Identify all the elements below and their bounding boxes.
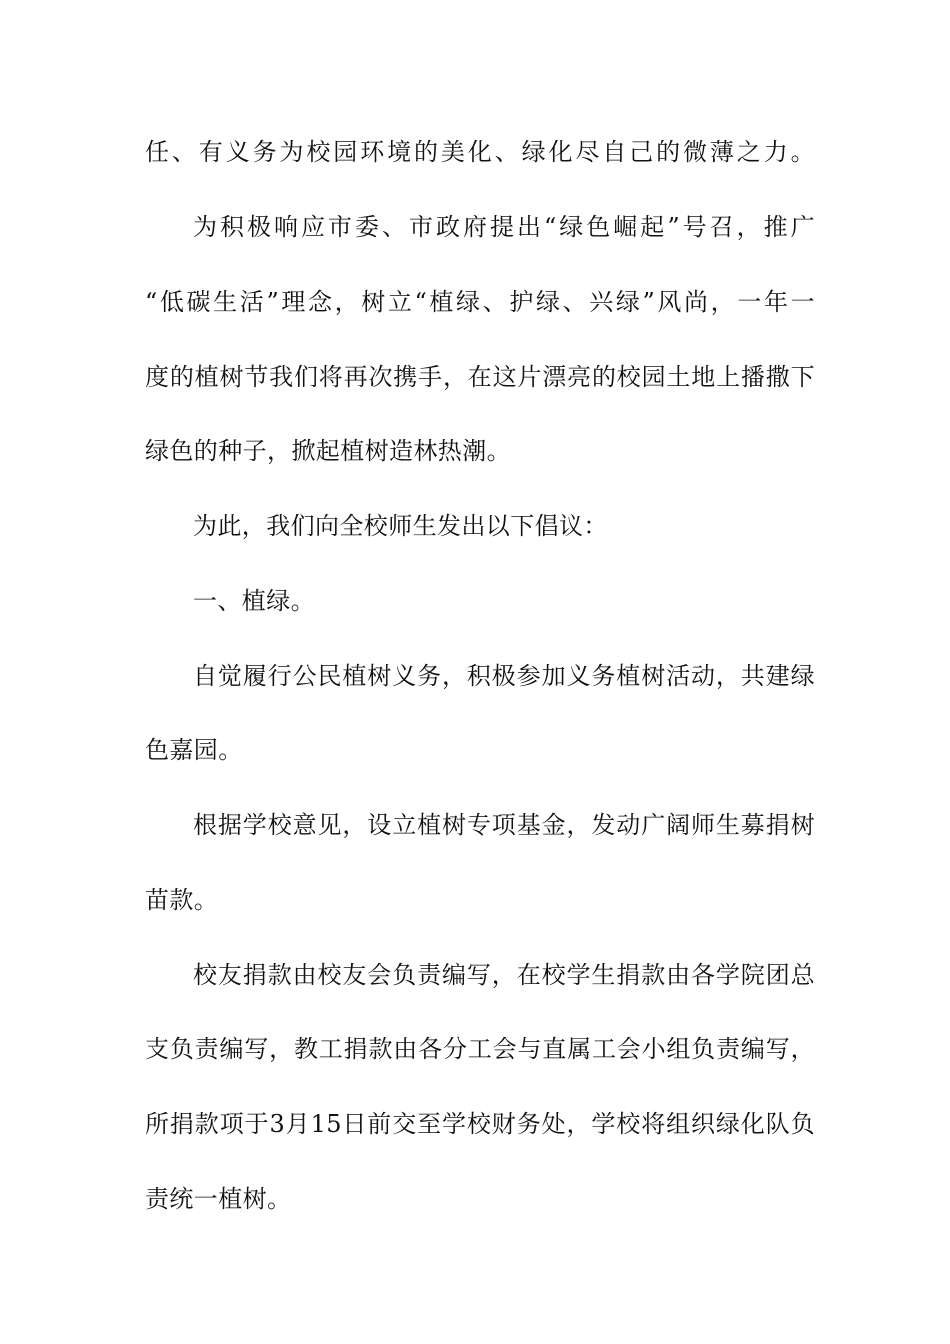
paragraph-first-line: 校友捐款由校友会负责编写，在校学生捐款由各学院团总 — [193, 961, 815, 989]
paragraph-first-line: 为积极响应市委、市政府提出“绿色崛起”号召，推广 — [193, 213, 815, 241]
text-line: 任、有义务为校园环境的美化、绿化尽自己的微薄之力。 — [145, 138, 815, 166]
paragraph-first-line: 自觉履行公民植树义务，积极参加义务植树活动，共建绿 — [193, 662, 815, 690]
text-line: 绿色的种子，掀起植树造林热潮。 — [145, 437, 511, 465]
paragraph-first-line: 为此，我们向全校师生发出以下倡议： — [193, 512, 608, 540]
text-line: 色嘉园。 — [145, 736, 243, 764]
text-line: 责统一植树。 — [145, 1185, 292, 1213]
text-line: “低碳生活”理念，树立“植绿、护绿、兴绿”风尚，一年一 — [145, 288, 815, 316]
text-line: 苗款。 — [145, 886, 219, 914]
text-line: 支负责编写，教工捐款由各分工会与直属工会小组负责编写， — [145, 1035, 815, 1063]
text-line: 度的植树节我们将再次携手，在这片漂亮的校园土地上播撒下 — [145, 363, 815, 391]
section-heading: 一、植绿。 — [193, 587, 315, 615]
paragraph-first-line: 根据学校意见，设立植树专项基金，发动广阔师生募捐树 — [193, 811, 815, 839]
text-line: 所捐款项于3月15日前交至学校财务处，学校将组织绿化队负 — [145, 1110, 815, 1138]
